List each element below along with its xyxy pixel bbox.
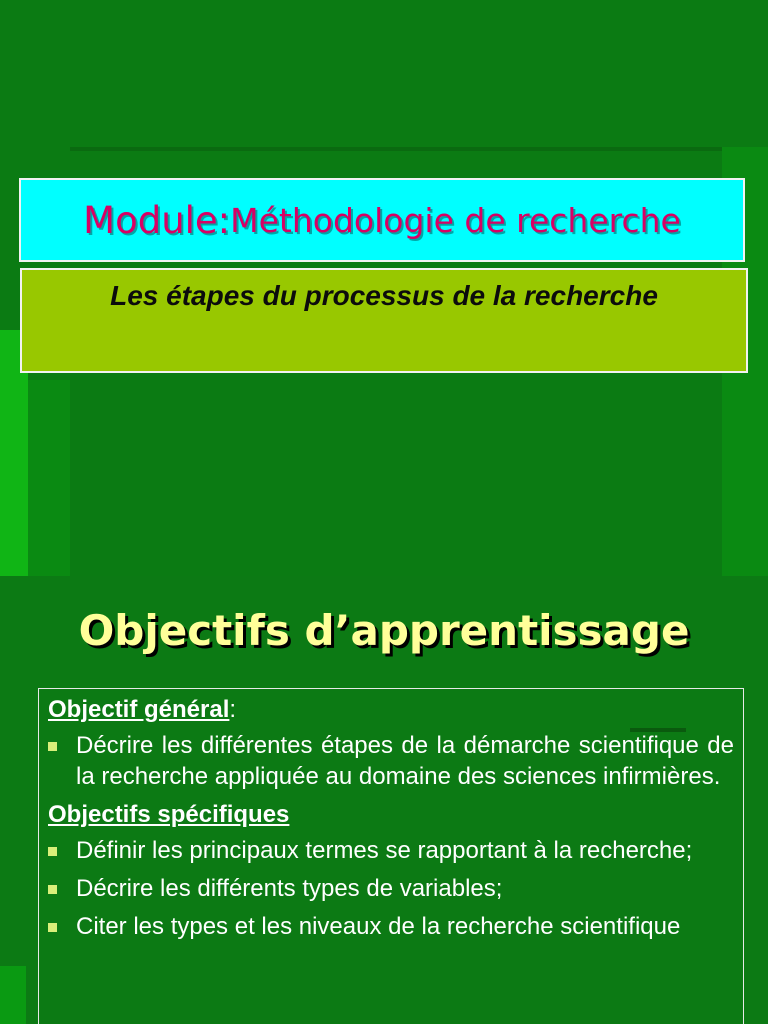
decorative-bar — [28, 380, 70, 576]
list-item-text: Décrire les différents types de variables; — [76, 875, 503, 902]
subtitle-box — [20, 268, 748, 373]
square-bullet-icon — [48, 885, 57, 894]
specific-objectives-heading: Objectifs spécifiques — [48, 801, 290, 828]
slide-title: Objectifs d’apprentissage — [78, 606, 690, 655]
module-label: Module: — [83, 198, 231, 242]
list-item — [48, 873, 734, 904]
square-bullet-icon — [48, 742, 57, 751]
list-item-text: Citer les types et les niveaux de la recherche scientifique — [76, 913, 681, 940]
heading-colon: : — [229, 696, 237, 723]
subtitle: Les étapes du processus de la recherche — [110, 280, 658, 311]
specific-objectives-heading-line — [48, 799, 734, 831]
objectives-content-box — [38, 688, 744, 1024]
square-bullet-icon — [48, 923, 57, 932]
list-item-text: Définir les principaux termes se rapportant à la recherche; — [76, 837, 693, 864]
module-title-box — [19, 178, 745, 262]
module-title: Méthodologie de recherche — [230, 200, 681, 240]
square-bullet-icon — [48, 847, 57, 856]
decorative-bar — [0, 966, 26, 1024]
list-item — [48, 835, 734, 866]
decorative-line — [70, 147, 725, 151]
objectives-slide — [0, 576, 768, 1024]
list-item — [48, 730, 734, 792]
list-item — [48, 911, 734, 942]
list-item-text: Décrire les différentes étapes de la démarche scientifique de la recherche appliquée au domaine des sciences infirmières. — [76, 732, 734, 790]
general-objective-heading-line — [48, 694, 734, 726]
general-objective-heading: Objectif général — [48, 696, 230, 723]
